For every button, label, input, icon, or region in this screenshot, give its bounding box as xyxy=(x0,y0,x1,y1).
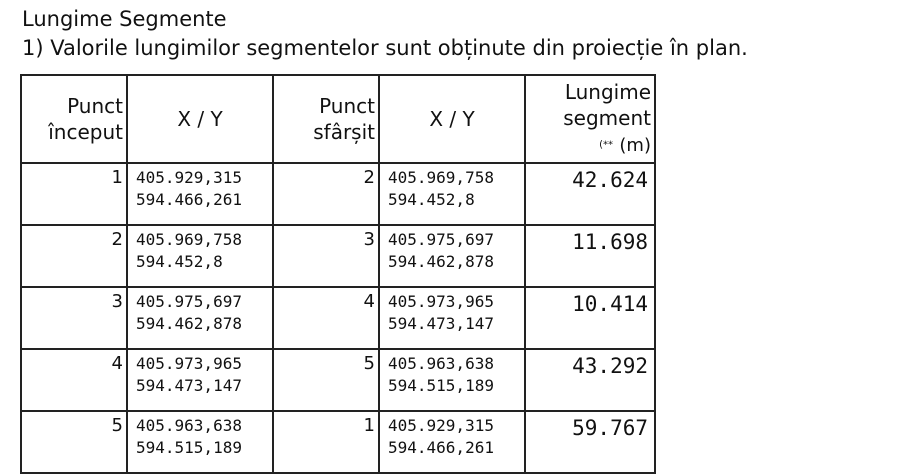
cell-segment-length: 11.698 xyxy=(525,225,655,287)
cell-start-point: 2 xyxy=(21,225,127,287)
cell-end-point: 1 xyxy=(273,411,379,473)
cell-start-coordinates xyxy=(127,411,273,473)
cell-x-start: 405.929,315 xyxy=(136,168,242,187)
column-header-end-line1: Punct xyxy=(319,94,375,118)
cell-end-coordinates xyxy=(379,163,525,225)
cell-start-coordinates xyxy=(127,225,273,287)
cell-y-end: 594.466,261 xyxy=(388,438,494,457)
table-header-row xyxy=(21,75,655,163)
cell-end-point: 2 xyxy=(273,163,379,225)
column-header-segment-length xyxy=(525,75,655,163)
column-header-start-line2: început xyxy=(48,120,123,144)
cell-x-start: 405.963,638 xyxy=(136,416,242,435)
cell-start-point: 1 xyxy=(21,163,127,225)
cell-y-start: 594.515,189 xyxy=(136,438,242,457)
segment-lengths-table xyxy=(20,74,656,474)
column-header-xy1-label: X / Y xyxy=(177,107,223,131)
column-header-end-line2: sfârșit xyxy=(313,120,375,144)
table-row xyxy=(21,163,655,225)
cell-start-point: 4 xyxy=(21,349,127,411)
cell-end-coordinates xyxy=(379,411,525,473)
cell-y-end: 594.452,8 xyxy=(388,190,475,209)
cell-x-end: 405.973,965 xyxy=(388,292,494,311)
table-row xyxy=(21,349,655,411)
cell-x-end: 405.963,638 xyxy=(388,354,494,373)
cell-x-end: 405.969,758 xyxy=(388,168,494,187)
cell-y-start: 594.473,147 xyxy=(136,376,242,395)
column-header-end-point xyxy=(273,75,379,163)
column-header-len-unit: (m) xyxy=(619,135,651,156)
cell-end-coordinates xyxy=(379,349,525,411)
cell-y-end: 594.473,147 xyxy=(388,314,494,333)
cell-end-point: 5 xyxy=(273,349,379,411)
cell-start-coordinates xyxy=(127,349,273,411)
cell-y-end: 594.515,189 xyxy=(388,376,494,395)
cell-end-coordinates xyxy=(379,225,525,287)
cell-segment-length: 59.767 xyxy=(525,411,655,473)
cell-segment-length: 42.624 xyxy=(525,163,655,225)
cell-y-start: 594.466,261 xyxy=(136,190,242,209)
column-header-len-note: (** xyxy=(599,139,614,151)
table-row xyxy=(21,411,655,473)
cell-start-point: 5 xyxy=(21,411,127,473)
column-header-xy-end xyxy=(379,75,525,163)
cell-y-start: 594.462,878 xyxy=(136,314,242,333)
cell-x-end: 405.975,697 xyxy=(388,230,494,249)
column-header-start-line1: Punct xyxy=(67,94,123,118)
page-title: Lungime Segmente xyxy=(22,7,227,31)
cell-end-coordinates xyxy=(379,287,525,349)
table-row xyxy=(21,287,655,349)
cell-y-end: 594.462,878 xyxy=(388,252,494,271)
page-subtitle: 1) Valorile lungimilor segmentelor sunt obținute din proiecție în plan. xyxy=(22,36,748,60)
cell-x-end: 405.929,315 xyxy=(388,416,494,435)
cell-x-start: 405.975,697 xyxy=(136,292,242,311)
table-row xyxy=(21,225,655,287)
column-header-xy2-label: X / Y xyxy=(429,107,475,131)
column-header-start-point xyxy=(21,75,127,163)
cell-end-point: 4 xyxy=(273,287,379,349)
cell-start-coordinates xyxy=(127,287,273,349)
cell-start-point: 3 xyxy=(21,287,127,349)
cell-segment-length: 43.292 xyxy=(525,349,655,411)
cell-x-start: 405.973,965 xyxy=(136,354,242,373)
cell-start-coordinates xyxy=(127,163,273,225)
column-header-len-line2: segment xyxy=(563,106,651,130)
cell-x-start: 405.969,758 xyxy=(136,230,242,249)
column-header-len-line1: Lungime xyxy=(564,80,651,104)
cell-segment-length: 10.414 xyxy=(525,287,655,349)
column-header-xy-start xyxy=(127,75,273,163)
cell-end-point: 3 xyxy=(273,225,379,287)
cell-y-start: 594.452,8 xyxy=(136,252,223,271)
